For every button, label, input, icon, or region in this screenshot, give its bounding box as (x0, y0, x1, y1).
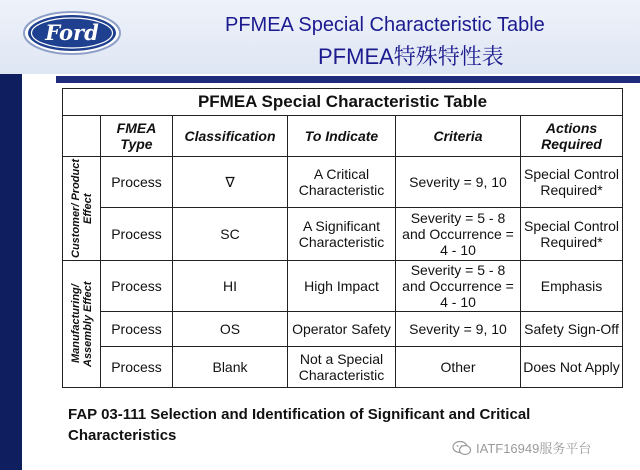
table-row (63, 261, 623, 312)
table-title: PFMEA Special Characteristic Table (63, 89, 623, 116)
group-label-customer: Customer/ Product Effect (63, 157, 101, 261)
actions-cell: Emphasis (521, 261, 623, 312)
fmea-type-cell: Process (101, 157, 173, 208)
classification-cell: OS (173, 312, 288, 347)
slide-header (0, 0, 640, 74)
table-row (63, 312, 623, 347)
characteristic-table (62, 88, 622, 388)
indicate-cell: A Critical Characteristic (288, 157, 396, 208)
classification-cell: Blank (173, 347, 288, 388)
actions-cell: Special Control Required* (521, 157, 623, 208)
classification-cell: ∇ (173, 157, 288, 208)
criteria-cell: Severity = 5 - 8 and Occurrence = 4 - 10 (396, 261, 521, 312)
fmea-type-cell: Process (101, 208, 173, 261)
wechat-icon (452, 440, 472, 456)
header-empty-cell (63, 116, 101, 157)
fmea-type-cell: Process (101, 347, 173, 388)
criteria-cell: Severity = 9, 10 (396, 157, 521, 208)
column-header: To Indicate (288, 116, 396, 157)
column-header: Actions Required (521, 116, 623, 157)
fmea-type-cell: Process (101, 261, 173, 312)
document-caption: FAP 03-111 Selection and Identification of Significant and Critical Characteristics (68, 406, 531, 444)
watermark (452, 438, 591, 457)
column-header: Criteria (396, 116, 521, 157)
column-header: FMEA Type (101, 116, 173, 157)
slide-title-english: PFMEA Special Characteristic Table (225, 14, 545, 36)
actions-cell: Safety Sign-Off (521, 312, 623, 347)
classification-cell: SC (173, 208, 288, 261)
logo-text: Ford (45, 20, 99, 45)
indicate-cell: Not a Special Characteristic (288, 347, 396, 388)
criteria-cell: Severity = 9, 10 (396, 312, 521, 347)
group-label-manufacturing: Manufacturing/ Assembly Effect (63, 261, 101, 388)
fmea-type-cell: Process (101, 312, 173, 347)
column-header: Classification (173, 116, 288, 157)
slide-title-chinese: PFMEA特殊特性表 (318, 44, 504, 69)
indicate-cell: High Impact (288, 261, 396, 312)
criteria-cell: Other (396, 347, 521, 388)
criteria-cell: Severity = 5 - 8 and Occurrence = 4 - 10 (396, 208, 521, 261)
actions-cell: Does Not Apply (521, 347, 623, 388)
indicate-cell: Operator Safety (288, 312, 396, 347)
table-row (63, 157, 623, 208)
watermark-text: IATF16949服务平台 (476, 441, 592, 456)
table-row (63, 208, 623, 261)
actions-cell: Special Control Required* (521, 208, 623, 261)
ford-logo (22, 10, 122, 56)
classification-cell: HI (173, 261, 288, 312)
indicate-cell: A Significant Characteristic (288, 208, 396, 261)
table-row (63, 347, 623, 388)
table-header-row (63, 116, 623, 157)
header-separator (56, 76, 640, 83)
